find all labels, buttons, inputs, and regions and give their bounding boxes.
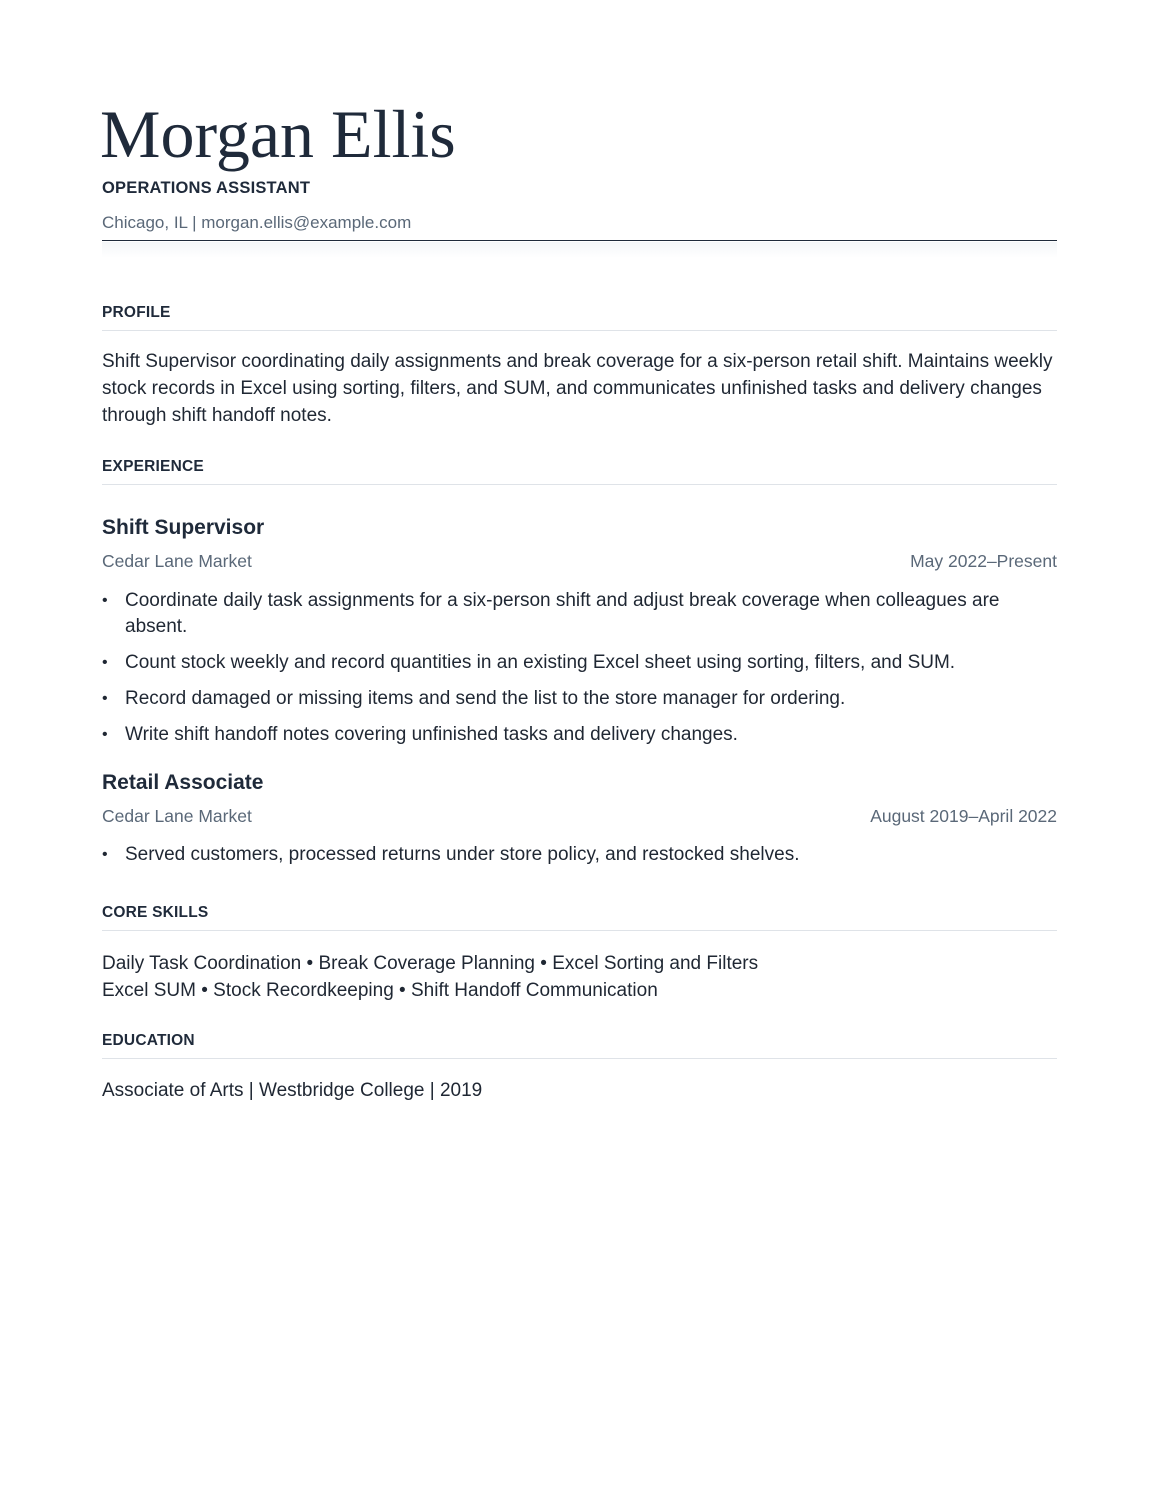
contact-info: Chicago, IL | morgan.ellis@example.com bbox=[102, 213, 412, 232]
section-title-education: EDUCATION bbox=[102, 1031, 1057, 1059]
job-bullet-list bbox=[102, 588, 1057, 758]
job-company: Cedar Lane Market bbox=[102, 806, 252, 826]
bullet-glyph: • bbox=[102, 592, 108, 609]
skills-text bbox=[102, 950, 1057, 1004]
bullet-text: Served customers, processed returns under store policy, and restocked shelves. bbox=[125, 844, 800, 865]
job-dates: May 2022–Present bbox=[910, 551, 1057, 571]
list-item bbox=[102, 722, 1057, 748]
list-item bbox=[102, 686, 1057, 712]
bullet-text: Count stock weekly and record quantities in an existing Excel sheet using sorting, filters, and SUM. bbox=[125, 652, 956, 673]
skills-line: Daily Task Coordination • Break Coverage Planning • Excel Sorting and Filters bbox=[102, 953, 759, 974]
candidate-headline: OPERATIONS ASSISTANT bbox=[102, 179, 311, 197]
header-divider bbox=[102, 240, 1057, 241]
job-dates: August 2019–April 2022 bbox=[870, 806, 1057, 826]
job-company: Cedar Lane Market bbox=[102, 551, 252, 571]
bullet-glyph: • bbox=[102, 690, 108, 707]
education-text: Associate of Arts | Westbridge College | 2019 bbox=[102, 1080, 483, 1101]
bullet-text: Write shift handoff notes covering unfinished tasks and delivery changes. bbox=[125, 724, 738, 745]
header-divider-shadow bbox=[102, 242, 1057, 258]
bullet-glyph: • bbox=[102, 846, 108, 863]
list-item bbox=[102, 650, 1057, 676]
section-title-skills: CORE SKILLS bbox=[102, 903, 1057, 931]
job-title: Retail Associate bbox=[102, 771, 264, 794]
section-title-profile: PROFILE bbox=[102, 303, 1057, 331]
bullet-glyph: • bbox=[102, 654, 108, 671]
candidate-name: Morgan Ellis bbox=[100, 96, 456, 172]
list-item bbox=[102, 588, 1057, 640]
bullet-text: Coordinate daily task assignments for a six-person shift and adjust break coverage when colleagues are absent. bbox=[125, 590, 1000, 637]
profile-text: Shift Supervisor coordinating daily assignments and break coverage for a six-person retail shift. Maintains weekly stock records in Excel using sorting, filters, and SUM, and communicates unfinished tasks and delivery changes through shift handoff notes. bbox=[102, 351, 1053, 426]
list-item bbox=[102, 842, 1057, 868]
section-title-experience: EXPERIENCE bbox=[102, 457, 1057, 485]
job-bullet-list bbox=[102, 842, 1057, 878]
job-title: Shift Supervisor bbox=[102, 516, 265, 539]
bullet-glyph: • bbox=[102, 726, 108, 743]
bullet-text: Record damaged or missing items and send the list to the store manager for ordering. bbox=[125, 688, 846, 709]
skills-line: Excel SUM • Stock Recordkeeping • Shift Handoff Communication bbox=[102, 980, 658, 1001]
